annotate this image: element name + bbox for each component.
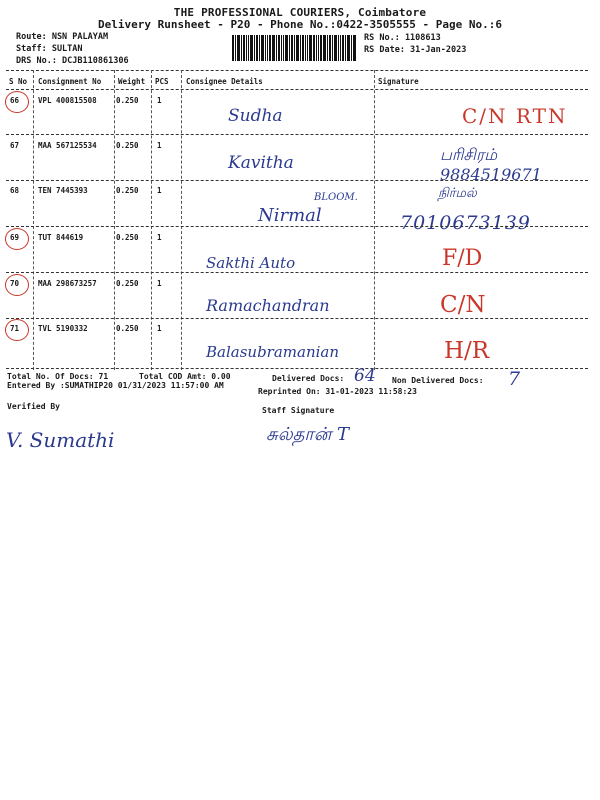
consignee-handwritten: Nirmal xyxy=(258,205,322,226)
note-handwritten: BLOOM. xyxy=(314,192,358,203)
consignee-handwritten: Kavitha xyxy=(228,153,294,173)
rs-number: RS No.: 1108613 xyxy=(364,33,441,43)
row-sno: 70 xyxy=(10,279,20,288)
col-consignee: Consignee Details xyxy=(186,77,263,86)
consignee-handwritten: Balasubramanian xyxy=(206,343,340,361)
row-weight: 0.250 xyxy=(116,324,139,333)
signature-handwritten: 7010673139 xyxy=(400,212,531,234)
row-rule xyxy=(6,318,588,319)
rs-date: RS Date: 31-Jan-2023 xyxy=(364,45,467,55)
row-sno: 67 xyxy=(10,141,20,150)
row-consignment: TVL 5190332 xyxy=(38,324,88,333)
row-weight: 0.250 xyxy=(116,279,139,288)
row-weight: 0.250 xyxy=(116,186,139,195)
col-sno: S No xyxy=(9,77,28,86)
non-delivered-label: Non Delivered Docs: xyxy=(392,376,484,385)
row-rule xyxy=(6,134,588,135)
signature-handwritten: C/N RTN xyxy=(462,104,568,128)
entered-by: Entered By :SUMATHIP20 01/31/2023 11:57:00 AM xyxy=(7,381,224,390)
col-sep xyxy=(33,70,34,370)
signature-handwritten: C/N xyxy=(440,292,486,318)
route-label: Route: NSN PALAYAM xyxy=(16,32,109,42)
signature-top-handwritten: நிர்மல் xyxy=(438,186,477,201)
row-consignment: MAA 567125534 xyxy=(38,141,97,150)
row-consignment: TUT 844619 xyxy=(38,233,84,242)
col-sep xyxy=(114,70,115,370)
drs-number: DRS No.: DCJB110861306 xyxy=(16,56,129,66)
consignee-handwritten: Ramachandran xyxy=(206,296,330,315)
table-top-rule xyxy=(6,70,588,71)
row-rule xyxy=(6,180,588,181)
col-signature: Signature xyxy=(378,77,419,86)
company-title: THE PROFESSIONAL COURIERS, Coimbatore xyxy=(173,6,427,19)
consignee-handwritten: Sakthi Auto xyxy=(206,254,296,272)
total-docs: Total No. Of Docs: 71 xyxy=(7,372,109,381)
barcode-image xyxy=(232,35,356,61)
col-consignment: Consignment No xyxy=(38,77,102,86)
row-weight: 0.250 xyxy=(116,141,139,150)
col-sep xyxy=(181,70,182,370)
row-pcs: 1 xyxy=(157,233,162,242)
row-pcs: 1 xyxy=(157,186,162,195)
row-pcs: 1 xyxy=(157,279,162,288)
delivered-docs-handwritten: 64 xyxy=(354,366,376,386)
row-sno: 66 xyxy=(10,96,20,105)
row-consignment: VPL 400815508 xyxy=(38,96,97,105)
verified-signature-handwritten: V. Sumathi xyxy=(6,428,115,452)
row-rule xyxy=(6,272,588,273)
row-sno: 68 xyxy=(10,186,20,195)
signature-handwritten: H/R xyxy=(444,338,490,364)
row-pcs: 1 xyxy=(157,96,162,105)
staff-signature-handwritten: சுல்தான் T xyxy=(266,424,349,445)
row-consignment: TEN 7445393 xyxy=(38,186,88,195)
col-pcs: PCS xyxy=(155,77,169,86)
header-rule xyxy=(6,89,588,90)
row-sno: 69 xyxy=(10,233,20,242)
total-cod: Total COD Amt: 0.00 xyxy=(139,372,231,381)
col-sep xyxy=(151,70,152,370)
row-weight: 0.250 xyxy=(116,96,139,105)
row-rule xyxy=(6,226,588,227)
row-sno: 71 xyxy=(10,324,20,333)
row-weight: 0.250 xyxy=(116,233,139,242)
delivered-docs-label: Delivered Docs: xyxy=(272,374,345,383)
row-consignment: MAA 298673257 xyxy=(38,279,97,288)
staff-label: Staff: SULTAN xyxy=(16,44,83,54)
col-sep xyxy=(374,70,375,370)
verified-by-label: Verified By xyxy=(7,402,60,411)
runsheet-title: Delivery Runsheet - P20 - Phone No.:0422-3505555 - Page No.:6 xyxy=(98,18,502,31)
non-delivered-handwritten: 7 xyxy=(508,368,521,390)
reprinted-on: Reprinted On: 31-01-2023 11:58:23 xyxy=(258,387,417,396)
row-pcs: 1 xyxy=(157,141,162,150)
consignee-handwritten: Sudha xyxy=(228,106,283,126)
table-bottom-rule xyxy=(6,368,588,369)
signature-handwritten: பரிசிரம் 9884519671 xyxy=(440,145,542,184)
col-weight: Weight xyxy=(118,77,146,86)
signature-handwritten: F/D xyxy=(442,246,483,271)
row-pcs: 1 xyxy=(157,324,162,333)
staff-signature-label: Staff Signature xyxy=(262,406,335,415)
